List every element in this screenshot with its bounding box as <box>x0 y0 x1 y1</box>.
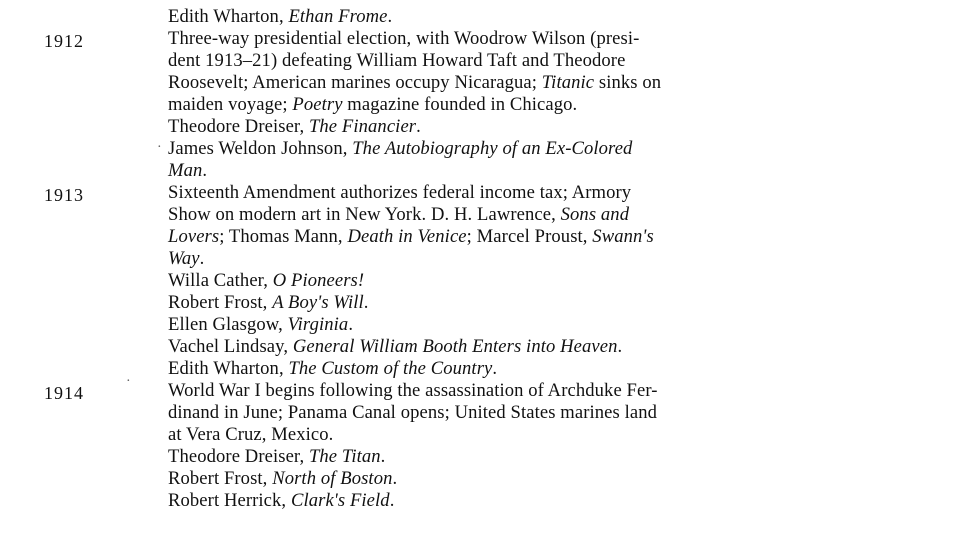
entry-text: sinks on <box>594 72 662 93</box>
entry-line <box>168 160 207 182</box>
work-title: Way <box>168 248 200 269</box>
entry-text: Theodore Dreiser, <box>168 446 309 467</box>
entry-text: James Weldon Johnson, <box>168 138 353 159</box>
work-title: A Boy's Will <box>272 292 364 313</box>
work-title: Lovers <box>168 226 220 247</box>
entry-text: . <box>392 468 398 489</box>
entry-text: . <box>363 292 369 313</box>
entry-line <box>168 314 353 336</box>
entry-line <box>168 402 657 424</box>
entry-text: . <box>380 446 386 467</box>
entry-line <box>168 270 364 292</box>
work-title: Ethan Frome <box>288 6 388 27</box>
entry-line <box>168 446 385 468</box>
entry-text: at Vera Cruz, Mexico. <box>168 424 334 445</box>
work-title: The Custom of the Country <box>288 358 493 379</box>
entry-text: Roosevelt; American marines occupy Nicaragua; <box>168 72 542 93</box>
entry-line <box>168 468 397 490</box>
entry-text: Robert Herrick, <box>168 490 291 511</box>
entry-text: Vachel Lindsay, <box>168 336 293 357</box>
entry-text: dent 1913–21) defeating William Howard Taft and Theodore <box>168 50 626 71</box>
entry-line <box>168 292 369 314</box>
entry-text: ; Marcel Proust, <box>466 226 593 247</box>
entry-text: Robert Frost, <box>168 468 273 489</box>
entry-line <box>168 248 204 270</box>
entry-line <box>168 138 632 160</box>
entry-text: World War I begins following the assassination of Archduke Fer- <box>168 380 658 401</box>
year-label: 1914 <box>44 383 84 403</box>
entry-line <box>168 94 577 116</box>
entry-text: dinand in June; Panama Canal opens; United States marines land <box>168 402 658 423</box>
entry-line <box>168 6 392 28</box>
entry-text: . <box>387 6 393 27</box>
entry-text: Sixteenth Amendment authorizes federal income tax; Armory <box>168 182 632 203</box>
work-title: Swann's <box>592 226 654 247</box>
entry-text: Robert Frost, <box>168 292 273 313</box>
entry-text: . <box>492 358 498 379</box>
entry-text: magazine founded in Chicago. <box>342 94 578 115</box>
entry-line <box>168 490 394 512</box>
entry-line <box>168 72 661 94</box>
entry-line <box>168 424 333 446</box>
entry-text: Ellen Glasgow, <box>168 314 288 335</box>
work-title: Poetry <box>292 94 343 115</box>
entry-line <box>168 336 622 358</box>
entry-text: Show on modern art in New York. D. H. Lawrence, <box>168 204 561 225</box>
entry-line <box>168 358 497 380</box>
work-title: O Pioneers! <box>272 270 365 291</box>
work-title: Virginia <box>287 314 349 335</box>
entry-text: Willa Cather, <box>168 270 273 291</box>
entry-line <box>168 116 421 138</box>
work-title: Man <box>168 160 203 181</box>
work-title: North of Boston <box>272 468 393 489</box>
year-label: 1913 <box>44 185 84 205</box>
work-title: Death in Venice <box>347 226 467 247</box>
work-title: The Autobiography of an Ex-Colored <box>352 138 633 159</box>
entry-text: Three-way presidential election, with Woodrow Wilson (presi- <box>168 28 640 49</box>
entry-line <box>168 204 629 226</box>
work-title: Titanic <box>541 72 595 93</box>
entry-text: ; Thomas Mann, <box>219 226 348 247</box>
entry-text: . <box>199 248 205 269</box>
work-title: Sons and <box>560 204 630 225</box>
entry-text: . <box>202 160 208 181</box>
work-title: The Financier <box>308 116 417 137</box>
entry-line <box>168 380 658 402</box>
entry-text: . <box>348 314 354 335</box>
entry-line <box>168 50 625 72</box>
entry-text: Edith Wharton, <box>168 358 289 379</box>
work-title: The Titan <box>308 446 381 467</box>
stray-mark: · <box>157 140 162 155</box>
work-title: General William Booth Enters into Heaven <box>292 336 618 357</box>
entry-line <box>168 28 639 50</box>
entry-line <box>168 182 631 204</box>
entry-text: . <box>389 490 395 511</box>
entry-text: maiden voyage; <box>168 94 293 115</box>
entry-text: Edith Wharton, <box>168 6 289 27</box>
entry-text: Theodore Dreiser, <box>168 116 309 137</box>
work-title: Clark's Field <box>290 490 390 511</box>
entry-line <box>168 226 654 248</box>
year-label: 1912 <box>44 31 84 51</box>
entry-text: . <box>416 116 421 137</box>
stray-mark: · <box>126 374 131 389</box>
entry-text: . <box>617 336 623 357</box>
